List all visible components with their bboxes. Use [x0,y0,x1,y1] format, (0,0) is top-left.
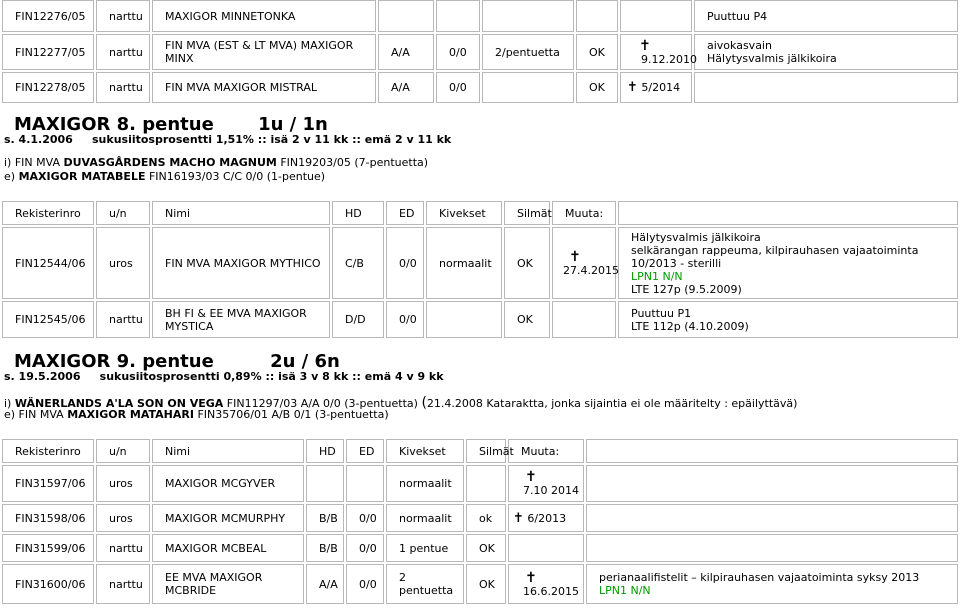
cross-icon: ✝ [569,248,581,265]
sex-cell: uros [96,227,150,299]
note-text: aivokasvain [707,39,772,52]
silmat-cell: OK [576,72,618,103]
header-sex: u/n [96,439,150,463]
separator: :: [265,370,275,383]
silmat-cell: OK [576,34,618,70]
dam-age: emä 4 v 9 kk [364,370,444,383]
sex-cell: uros [96,465,150,502]
ed-cell [346,465,384,502]
ed-cell: 0/0 [386,301,424,338]
reg-cell: FIN12278/05 [2,72,94,103]
dam-prefix: e) FIN MVA [4,408,68,421]
top-dog-table [0,0,960,105]
ed-cell [436,0,480,32]
table-row [2,564,958,604]
birth-date: s. 19.5.2006 [4,370,81,383]
litter-count: 1u / 1n [258,114,328,135]
name-cell: MAXIGOR MINNETONKA [152,0,376,32]
sex-cell: narttu [96,72,150,103]
silmat-cell: OK [504,301,550,338]
sex-cell: narttu [96,301,150,338]
reg-cell: FIN31598/06 [2,504,94,532]
table-row [2,227,958,299]
reg-cell: FIN12545/06 [2,301,94,338]
note-text: LTE 112p (4.10.2009) [631,319,749,333]
cross-icon: ✝ [525,569,537,586]
note-text: selkärangan rappeuma, kilpirauhasen vajaatoiminta [631,243,919,257]
death-date: 27.4.2015 [563,263,619,277]
dam-name: MAXIGOR MATABELE [18,170,146,183]
notes-cell [618,227,958,299]
inbreeding: sukusiitosprosentti 0,89% [99,370,262,383]
death-cell [620,34,697,70]
sire-details: FIN19203/05 (7-pentuetta) [276,156,429,169]
death-date: 5/2014 [641,81,681,94]
header-empty [618,201,958,225]
header-ed: ED [386,201,424,225]
hd-cell: A/A [306,564,344,604]
reg-cell: FIN12276/05 [2,0,94,32]
sire-details: FIN11297/03 A/A 0/0 (3-pentuetta) [223,397,422,410]
reg-cell: FIN12544/06 [2,227,94,299]
dam-name: MAXIGOR MATAHARI [67,408,194,421]
silmat-cell [576,0,618,32]
ed-cell: 0/0 [436,34,480,70]
name-cell: EE MVA MAXIGOR MCBRIDE [152,564,304,604]
name-cell: FIN MVA MAXIGOR MISTRAL [152,72,376,103]
separator: :: [352,370,361,383]
litter-9-table [0,437,960,606]
death-cell [508,465,584,502]
litter-9-dam [4,408,389,421]
header-muuta: Muuta: [508,439,584,463]
header-row [2,201,958,225]
death-cell [620,72,692,103]
ed-cell: 0/0 [346,534,384,562]
litter-8-table [0,199,960,340]
notes-cell [694,72,958,103]
table-row [2,534,958,562]
kivekset-cell [426,301,502,338]
dam-prefix: e) [4,170,19,183]
note-text: Puuttuu P1 [631,306,692,320]
ed-cell: 0/0 [386,227,424,299]
kivekset-cell: 1 pentue [386,534,464,562]
silmat-cell: OK [466,564,506,604]
notes-cell [586,465,958,502]
litter-9-summary [4,370,444,383]
reg-cell: FIN12277/05 [2,34,94,70]
reg-cell: FIN31597/06 [2,465,94,502]
kivekset-cell [482,0,574,32]
header-ed: ED [346,439,384,463]
death-cell [552,227,619,299]
name-cell: FIN MVA (EST & LT MVA) MAXIGOR MINX [152,34,376,70]
header-empty [586,439,958,463]
death-cell [552,301,616,338]
hd-cell: B/B [306,504,344,532]
table-row [2,72,958,103]
dam-details: FIN35706/01 A/B 0/1 (3-pentuetta) [193,408,389,421]
header-kivekset: Kivekset [426,201,502,225]
kivekset-cell: 2/pentuetta [482,34,574,70]
notes-cell [586,534,958,562]
death-date: 7.10 2014 [523,484,579,497]
silmat-cell: OK [504,227,550,299]
lpn1-status: LPN1 N/N [599,584,651,597]
litter-8-summary [4,133,451,146]
notes-cell [586,564,958,604]
separator: :: [352,133,361,146]
silmat-cell [466,465,506,502]
note-text: Hälytysvalmis jälkikoira [631,230,761,244]
name-cell: MAXIGOR MCBEAL [152,534,304,562]
note-text: Hälytysvalmis jälkikoira [707,52,837,65]
sire-age: isä 3 v 8 kk [278,370,349,383]
notes-cell [618,301,958,338]
header-sex: u/n [96,201,150,225]
table-row [2,34,958,70]
hd-cell: D/D [332,301,384,338]
reg-cell: FIN31600/06 [2,564,94,604]
sex-cell: narttu [96,534,150,562]
kivekset-cell: 2 pentuetta [386,564,464,604]
kivekset-cell [482,72,574,103]
ed-cell: 0/0 [346,564,384,604]
note-text: LTE 127p (9.5.2009) [631,282,742,296]
litter-8-heading [14,114,328,135]
header-reg: Rekisterinro [2,201,94,225]
table-row [2,301,958,338]
notes-cell [694,34,958,70]
header-hd: HD [332,201,384,225]
ed-cell: 0/0 [436,72,480,103]
hd-cell [378,0,434,32]
paren: ( [421,395,427,411]
kivekset-cell: normaalit [386,465,464,502]
hd-cell [306,465,344,502]
header-muuta: Muuta: [552,201,616,225]
header-row [2,439,958,463]
death-date: 6/2013 [527,511,567,525]
sire-name: DUVASGÅRDENS MACHO MAGNUM [63,156,277,169]
death-date: 9.12.2010 [641,52,697,66]
dam-age: emä 2 v 11 kk [364,133,452,146]
sex-cell: narttu [96,34,150,70]
cross-icon: ✝ [639,37,651,54]
death-cell [508,564,584,604]
reg-cell: FIN31599/06 [2,534,94,562]
litter-title: MAXIGOR 9. pentue [14,351,214,372]
sire-prefix: i) [4,397,15,410]
note-text: 10/2013 - sterilli [631,256,722,270]
notes-cell [586,504,958,532]
kivekset-cell: normaalit [426,227,502,299]
cross-icon: ✝ [513,510,524,526]
sire-prefix: i) FIN MVA [4,156,64,169]
death-cell [508,534,584,562]
name-cell: MAXIGOR MCMURPHY [152,504,304,532]
name-cell: MAXIGOR MCGYVER [152,465,304,502]
header-reg: Rekisterinro [2,439,94,463]
table-row [2,465,958,502]
header-kivekset: Kivekset [386,439,464,463]
ed-cell: 0/0 [346,504,384,532]
hd-cell: B/B [306,534,344,562]
sex-cell: narttu [96,0,150,32]
sex-cell: narttu [96,564,150,604]
lpn1-status: LPN1 N/N [631,269,683,283]
sire-age: isä 2 v 11 kk [270,133,349,146]
litter-title: MAXIGOR 8. pentue [14,114,214,135]
death-date: 16.6.2015 [523,584,579,598]
name-cell: BH FI & EE MVA MAXIGOR MYSTICA [152,301,330,338]
note-text: perianaalifistelit – kilpirauhasen vajaatoiminta syksy 2013 [599,571,920,584]
birth-date: s. 4.1.2006 [4,133,73,146]
header-name: Nimi [152,439,304,463]
kivekset-cell: normaalit [386,504,464,532]
table-row [2,504,958,532]
header-hd: HD [306,439,344,463]
inbreeding: sukusiitosprosentti 1,51% [92,133,254,146]
hd-cell: A/A [378,72,434,103]
sire-name: WÄNERLANDS A'LA SON ON VEGA [14,397,224,410]
header-name: Nimi [152,201,330,225]
hd-cell: A/A [378,34,434,70]
silmat-cell: OK [466,534,506,562]
header-silmat: Silmät [466,439,506,463]
sex-cell: uros [96,504,150,532]
litter-8-sire [4,156,428,169]
cross-icon: ✝ [525,469,537,485]
sire-eye-note: 21.4.2008 Kataraktta, jonka sijaintia ei ole määritelty : epäilyttävä) [426,397,798,410]
header-silmat: Silmät [504,201,550,225]
silmat-cell: ok [466,504,506,532]
litter-9-heading [14,351,340,372]
cross-icon: ✝ [627,80,638,95]
name-cell: FIN MVA MAXIGOR MYTHICO [152,227,330,299]
table-row [2,0,958,32]
litter-count: 2u / 6n [270,351,340,372]
death-cell [508,504,584,532]
hd-cell: C/B [332,227,384,299]
death-cell [620,0,692,32]
litter-8-dam [4,170,325,183]
separator: :: [257,133,267,146]
note-text: Puuttuu P4 [707,9,768,23]
dam-details: FIN16193/03 C/C 0/0 (1-pentue) [145,170,326,183]
notes-cell [694,0,958,32]
